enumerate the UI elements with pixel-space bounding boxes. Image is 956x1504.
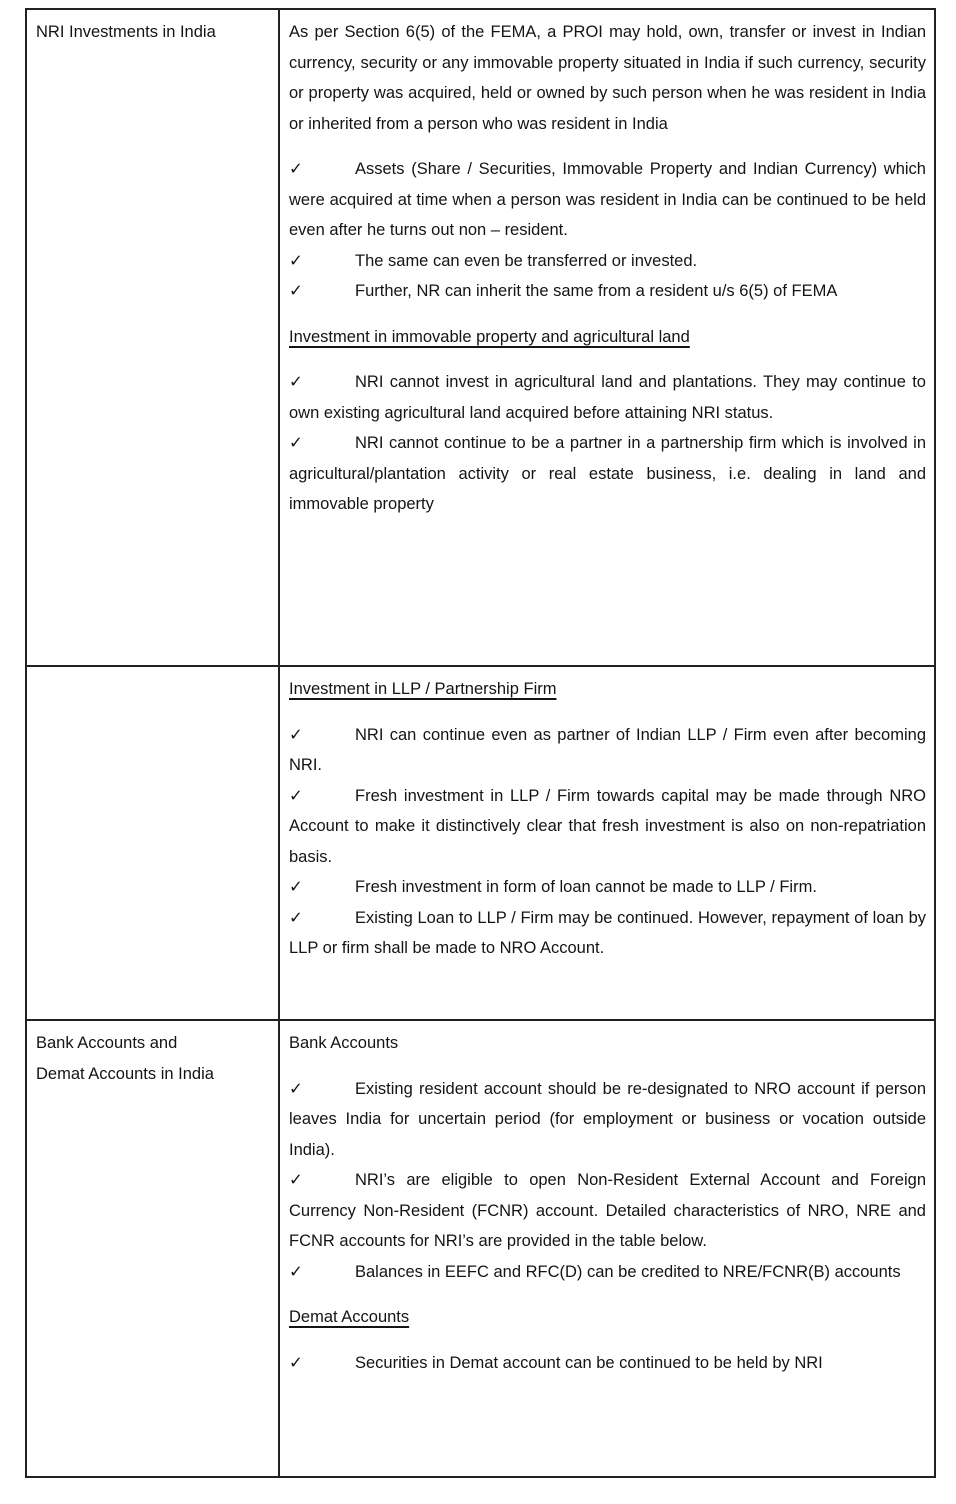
check-list-item-text: The same can even be transferred or invested.: [355, 251, 698, 270]
check-list: [289, 154, 926, 307]
check-icon: ✓: [289, 786, 303, 805]
check-icon: ✓: [289, 1353, 303, 1372]
section-heading-immovable-property: Investment in immovable property and agricultural land: [289, 327, 690, 346]
row-header-cell-bank-demat-accounts: [27, 1019, 278, 1476]
check-icon: ✓: [289, 282, 303, 300]
check-list-item: [289, 781, 926, 873]
check-list-item: [289, 1074, 926, 1166]
content-cell-nri-investments: [278, 10, 934, 665]
check-list: [289, 1348, 926, 1379]
check-list-item-text: Fresh investment in LLP / Firm towards capital may be made through NRO Account to make it distinctively clear that fresh investment is also on non-repatriation basis.: [289, 786, 926, 866]
check-list-item-text: Balances in EEFC and RFC(D) can be credited to NRE/FCNR(B) accounts: [355, 1262, 901, 1281]
check-list-item-text: Existing resident account should be re-designated to NRO account if person leaves India for uncertain period (for employment or business or vocation outside India).: [289, 1079, 926, 1159]
check-icon: ✓: [289, 1171, 303, 1189]
check-list-item-text: Further, NR can inherit the same from a resident u/s 6(5) of FEMA: [355, 282, 838, 300]
content-cell-llp-partnership: [278, 665, 934, 1019]
check-list-item: [289, 1257, 926, 1288]
check-list-item-text: Securities in Demat account can be continued to be held by NRI: [355, 1353, 823, 1372]
section-heading-llp-partnership: Investment in LLP / Partnership Firm: [289, 680, 557, 698]
check-list-item-text: NRI cannot invest in agricultural land and plantations. They may continue to own existing agricultural land acquired before attaining NRI status.: [289, 373, 926, 422]
check-list-item-text: Assets (Share / Securities, Immovable Property and Indian Currency) which were acquired at time when a person was resident in India can be continued to be held even after he turns out non – resident.: [289, 160, 926, 239]
check-list-item-text: NRI cannot continue to be a partner in a partnership firm which is involved in agricultural/plantation activity or real estate business, i.e. dealing in land and immovable property: [289, 434, 926, 513]
check-icon: ✓: [289, 878, 303, 896]
check-list-item-text: Existing Loan to LLP / Firm may be continued. However, repayment of loan by LLP or firm shall be made to NRO Account.: [289, 908, 926, 957]
check-list: [289, 720, 926, 964]
check-list-item: [289, 1165, 926, 1257]
check-list-item-text: NRI’s are eligible to open Non-Resident External Account and Foreign Currency Non-Resident (FCNR) account. Detailed characteristics of NRO, NRE and FCNR accounts for NRI’s are provided in the table below.: [289, 1171, 926, 1250]
check-list-item: [289, 872, 926, 903]
subsection-title-bank-accounts: Bank Accounts: [289, 1034, 399, 1052]
check-icon: ✓: [289, 908, 303, 927]
check-list-item-text: Fresh investment in form of loan cannot be made to LLP / Firm.: [355, 878, 817, 896]
check-icon: ✓: [289, 373, 303, 391]
check-list-item: [289, 428, 926, 520]
check-list-item: [289, 367, 926, 428]
row-header-text: NRI Investments in India: [36, 23, 216, 41]
check-list-item: [289, 276, 926, 307]
check-list-item: [289, 154, 926, 246]
check-icon: ✓: [289, 1262, 303, 1281]
check-icon: ✓: [289, 1079, 303, 1098]
check-icon: ✓: [289, 251, 303, 270]
check-list-item: [289, 720, 926, 781]
check-list: [289, 1074, 926, 1288]
check-list-item-text: NRI can continue even as partner of Indian LLP / Firm even after becoming NRI.: [289, 725, 926, 774]
row-header-text-line: Bank Accounts and: [36, 1034, 178, 1052]
check-list-item: [289, 1348, 926, 1379]
content-cell-bank-demat-accounts: [278, 1019, 934, 1476]
check-icon: ✓: [289, 434, 303, 452]
section-heading-demat-accounts: Demat Accounts: [289, 1308, 410, 1326]
check-icon: ✓: [289, 725, 303, 744]
check-list-item: [289, 246, 926, 277]
check-list-item: [289, 903, 926, 964]
nri-fema-table: [25, 8, 936, 1478]
row-header-cell-nri-investments: [27, 10, 278, 665]
row-header-text-line: Demat Accounts in India: [36, 1064, 214, 1083]
check-list: [289, 367, 926, 520]
check-icon: ✓: [289, 160, 303, 178]
paragraph: As per Section 6(5) of the FEMA, a PROI may hold, own, transfer or invest in Indian currency, security or any immovable property situated in India if such currency, security or property was acquired, held or owned by such person when he was resident in India or inherited from a person who was resident in India: [289, 23, 926, 133]
row-header-cell-empty: [27, 665, 278, 1019]
